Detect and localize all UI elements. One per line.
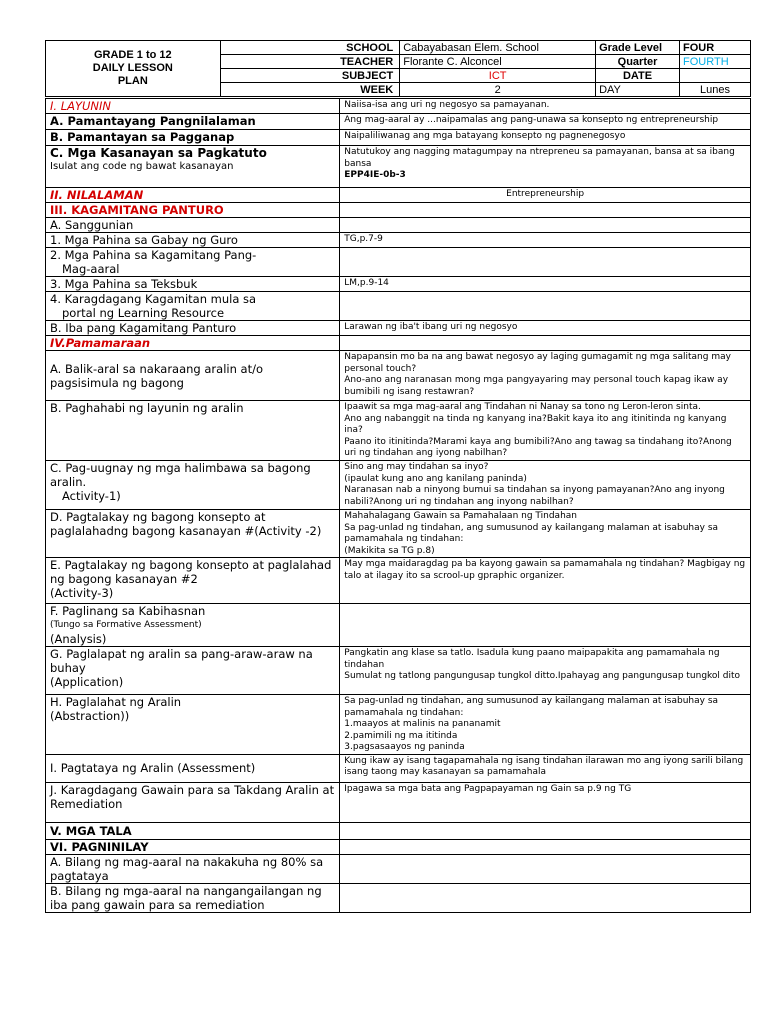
- balik-aral-label: A. Balik-aral sa nakaraang aralin at/o pagsisimula ng bagong: [46, 351, 340, 401]
- table-row: [46, 248, 751, 277]
- kagamitang-panturo-value: [340, 203, 751, 218]
- gabay-guro-value: TG,p.7-9: [340, 233, 751, 248]
- layunin-label: I. LAYUNIN: [46, 99, 340, 114]
- pamantayang-pangnilalaman-label: A. Pamantayang Pangnilalaman: [46, 114, 340, 130]
- bilang-80-value: [340, 854, 751, 883]
- paglinang-value: [340, 604, 751, 647]
- kagamitang-panturo-label: III. KAGAMITANG PANTURO: [46, 203, 340, 218]
- balik-aral-line: Ano-ano ang naranasan mong mga pangyayaring may personal touch kapag ikaw ay bumibili ng isang restawran?: [344, 375, 729, 397]
- pagtalakay-1-value: [340, 510, 751, 558]
- paglinang-label: [46, 604, 340, 647]
- karagdagang-gawain-line: Ipagawa sa mga bata ang Pagpapayaman ng Gain sa p.9 ng TG: [344, 783, 632, 794]
- table-row: [46, 130, 751, 146]
- pag-uugnay-line: Sino ang may tindahan sa inyo?: [344, 462, 489, 472]
- kagamitang-mag-aaral-line-2: Mag-aaral: [62, 262, 120, 276]
- paghahabi-line: Paano ito itinitinda?Marami kaya ang bumibili?Ano ang tawag sa tindahang ito?Anong uri ng tindahan ang iyong nabilhan?: [344, 436, 732, 458]
- title-line-3: PLAN: [117, 75, 148, 87]
- bilang-remediation-value: [340, 883, 751, 912]
- teksbuk-value: LM,p.9-14: [340, 277, 751, 292]
- mga-tala-label: V. MGA TALA: [46, 822, 340, 839]
- table-row: [46, 218, 751, 233]
- date-value: [680, 69, 751, 83]
- kasanayan-value-cell: [340, 146, 751, 188]
- paglinang-line-3: (Analysis): [50, 632, 107, 646]
- subject-value: ICT: [400, 69, 596, 83]
- pag-uugnay-line: (ipaulat kung ano ang kanilang paninda): [344, 473, 527, 484]
- table-row: [46, 839, 751, 854]
- table-row: [46, 203, 751, 218]
- kasanayan-sublabel: Isulat ang code ng bawat kasanayan: [50, 161, 234, 172]
- sanggunian-label: A. Sanggunian: [46, 218, 340, 233]
- sanggunian-value: [340, 218, 751, 233]
- pag-uugnay-value: [340, 461, 751, 510]
- pamantayang-pangnilalaman-value: Ang mag-aaral ay ...naipamalas ang pang-unawa sa konsepto ng entrepreneurship: [340, 114, 751, 130]
- title-line-1: GRADE 1 to 12: [93, 49, 172, 61]
- paglalahat-line-2: (Abstraction)): [50, 709, 130, 723]
- pamantayan-sa-pagganap-label: B. Pamantayan sa Pagganap: [46, 130, 340, 146]
- kagamitang-mag-aaral-line-1: 2. Mga Pahina sa Kagamitang Pang-: [50, 248, 257, 262]
- pagtalakay-2-line-1: E. Pagtalakay ng bagong konsepto at paglalahad ng bagong kasanayan #2: [50, 558, 332, 586]
- table-row: [46, 146, 751, 188]
- pamamaraan-label: IV.Pamamaraan: [46, 336, 340, 351]
- table-row: [46, 277, 751, 292]
- table-row: [46, 461, 751, 510]
- grade-level-value: FOUR: [680, 41, 751, 55]
- kasanayan-label-cell: [46, 146, 340, 188]
- kasanayan-label: C. Mga Kasanayan sa Pagkatuto: [50, 146, 267, 160]
- school-label: SCHOOL: [220, 41, 400, 55]
- header-table: [45, 40, 751, 97]
- kagamitang-mag-aaral-label: [46, 248, 340, 277]
- pagtalakay-1-line: Mahahalagang Gawain sa Pamahalaan ng Tindahan: [344, 511, 577, 521]
- paglalapat-line-1: G. Paglalapat ng aralin sa pang-araw-araw na buhay: [50, 647, 313, 675]
- karagdagang-gawain-value: [340, 782, 751, 822]
- quarter-value: FOURTH: [680, 55, 751, 69]
- layunin-value: Naiisa-isa ang uri ng negosyo sa pamayanan.: [340, 99, 751, 114]
- pagtalakay-2-line: May mga maidaragdag pa ba kayong gawain sa pamamahala ng tindahan? Magbigay ng talo at ilagay ito sa scrool-up gpraphic organizer.: [344, 559, 746, 581]
- paghahabi-line: Ano ang nabanggit na tinda ng kanyang ina?Bakit kaya ito ang itinitinda ng kanyang ina?: [344, 413, 727, 435]
- lesson-plan-title: [46, 41, 221, 97]
- pagtataya-value: [340, 754, 751, 782]
- table-row: [46, 558, 751, 604]
- karagdagang-kagamitan-value: [340, 292, 751, 321]
- table-row: [46, 822, 751, 839]
- gabay-guro-label: 1. Mga Pahina sa Gabay ng Guro: [46, 233, 340, 248]
- paglalapat-value: [340, 647, 751, 695]
- table-row: [46, 351, 751, 401]
- kagamitang-mag-aaral-value: [340, 248, 751, 277]
- pagtataya-line: Kung ikaw ay isang tagapamahala ng isang tindahan ilarawan mo ang iyong sarili bilang isang taong may kasanayan sa pamamahala: [344, 755, 744, 777]
- pagtalakay-1-label: D. Pagtalakay ng bagong konsepto at paglalahadng bagong kasanayan #(Activity -2): [46, 510, 340, 558]
- pagtalakay-2-line-2: (Activity-3): [50, 586, 114, 600]
- nilalaman-label: II. NILALAMAN: [46, 188, 340, 203]
- grade-level-label: Grade Level: [596, 41, 680, 55]
- day-label: DAY: [596, 83, 680, 97]
- title-line-2: DAILY LESSON: [92, 62, 173, 74]
- pagtataya-label: I. Pagtataya ng Aralin (Assessment): [46, 754, 340, 782]
- bilang-remediation-label: B. Bilang ng mga-aaral na nangangailangan ng iba pang gawain para sa remediation: [46, 883, 340, 912]
- table-row: [46, 188, 751, 203]
- paglalahat-line: Sa pag-unlad ng tindahan, ang sumusunod ay kailangang malaman at isabuhay sa pamamahala ng tindahan:: [344, 696, 719, 718]
- table-row: [46, 695, 751, 755]
- balik-aral-value: [340, 351, 751, 401]
- table-row: [46, 292, 751, 321]
- paglalahat-line: 2.pamimili ng ma ititinda: [344, 730, 458, 741]
- pagtalakay-2-value: [340, 558, 751, 604]
- table-row: [46, 883, 751, 912]
- table-row: [46, 233, 751, 248]
- iba-pang-kagamitan-value: Larawan ng iba't ibang uri ng negosyo: [340, 321, 751, 336]
- karagdagang-kagamitan-label: [46, 292, 340, 321]
- pag-uugnay-line-1: C. Pag-uugnay ng mga halimbawa sa bagong aralin.: [50, 461, 311, 489]
- paglalahat-value: [340, 695, 751, 755]
- paglalapat-line: Pangkatin ang klase sa tatlo. Isadula kung paano maipapakita ang pamamahala ng tindahan: [344, 648, 720, 670]
- pag-uugnay-line: Naranasan nab a ninyong bumui sa tindahan sa inyong pamayanan?Ano ang inyong nabili?Anong uri ng tindahan ang inyong nabilhan?: [344, 485, 725, 507]
- table-row: [46, 99, 751, 114]
- kasanayan-code: EPP4IE-0b-3: [344, 170, 406, 180]
- school-value: Cabayabasan Elem. School: [400, 41, 596, 55]
- paghahabi-label: B. Paghahabi ng layunin ng aralin: [46, 401, 340, 461]
- quarter-label: Quarter: [596, 55, 680, 69]
- table-row: [46, 336, 751, 351]
- karagdagang-kagamitan-line-2: portal ng Learning Resource: [62, 306, 225, 320]
- paglalahat-line: 1.maayos at malinis na pananamit: [344, 719, 501, 729]
- subject-label: SUBJECT: [220, 69, 400, 83]
- table-row: [46, 782, 751, 822]
- karagdagang-kagamitan-line-1: 4. Karagdagang Kagamitan mula sa: [50, 292, 257, 306]
- table-row: [46, 114, 751, 130]
- teksbuk-label: 3. Mga Pahina sa Teksbuk: [46, 277, 340, 292]
- day-value: Lunes: [680, 83, 751, 97]
- paghahabi-value: [340, 401, 751, 461]
- paglalapat-label: [46, 647, 340, 695]
- pamamaraan-value: [340, 336, 751, 351]
- teacher-value: Florante C. Alconcel: [400, 55, 596, 69]
- pagninilay-label: VI. PAGNINILAY: [46, 839, 340, 854]
- pagtalakay-1-line: (Makikita sa TG p.8): [344, 545, 435, 556]
- paglinang-sublabel: (Tungo sa Formative Assessment): [50, 620, 202, 630]
- paglalapat-line-2: (Application): [50, 675, 124, 689]
- kasanayan-value: Natutukoy ang nagging matagumpay na ntrepreneu sa pamayanan, bansa at sa ibang bansa: [344, 147, 735, 169]
- pamantayan-sa-pagganap-value: Naipaliliwanag ang mga batayang konsepto ng pagnenegosyo: [340, 130, 751, 146]
- paglalapat-line: Sumulat ng tatlong pangungusap tungkol ditto.Ipahayag ang pangungusap tungkol dito: [344, 671, 741, 681]
- date-label: DATE: [596, 69, 680, 83]
- paglalahat-label: [46, 695, 340, 755]
- week-value: 2: [400, 83, 596, 97]
- pag-uugnay-line-2: Activity-1): [62, 489, 121, 503]
- table-row: [46, 321, 751, 336]
- table-row: [46, 754, 751, 782]
- paghahabi-line: Ipaawit sa mga mag-aaral ang Tindahan ni Nanay sa tono ng Leron-leron sinta.: [344, 402, 701, 412]
- table-row: [46, 510, 751, 558]
- teacher-label: TEACHER: [220, 55, 400, 69]
- mga-tala-value: [340, 822, 751, 839]
- pagninilay-value: [340, 839, 751, 854]
- pagtalakay-1-line: Sa pag-unlad ng tindahan, ang sumusunod ay kailangang malaman at isabuhay sa pamamahala ng tindahan:: [344, 522, 719, 544]
- week-label: WEEK: [220, 83, 400, 97]
- karagdagang-gawain-label: J. Karagdagang Gawain para sa Takdang Aralin at Remediation: [46, 782, 340, 822]
- pag-uugnay-label: [46, 461, 340, 510]
- lesson-plan-table: [45, 98, 751, 913]
- pagtalakay-2-label: [46, 558, 340, 604]
- paglalahat-line: 3.pagsasaayos ng paninda: [344, 742, 465, 752]
- iba-pang-kagamitan-label: B. Iba pang Kagamitang Panturo: [46, 321, 340, 336]
- balik-aral-line: Napapansin mo ba na ang bawat negosyo ay laging gumagamit ng mga salitang may personal touch?: [344, 352, 731, 374]
- table-row: [46, 604, 751, 647]
- table-row: [46, 854, 751, 883]
- nilalaman-value: Entrepreneurship: [340, 188, 751, 203]
- paglalahat-line-1: H. Paglalahat ng Aralin: [50, 695, 182, 709]
- table-row: [46, 401, 751, 461]
- paglinang-line-1: F. Paglinang sa Kabihasnan: [50, 604, 206, 618]
- bilang-80-label: A. Bilang ng mag-aaral na nakakuha ng 80% sa pagtataya: [46, 854, 340, 883]
- table-row: [46, 647, 751, 695]
